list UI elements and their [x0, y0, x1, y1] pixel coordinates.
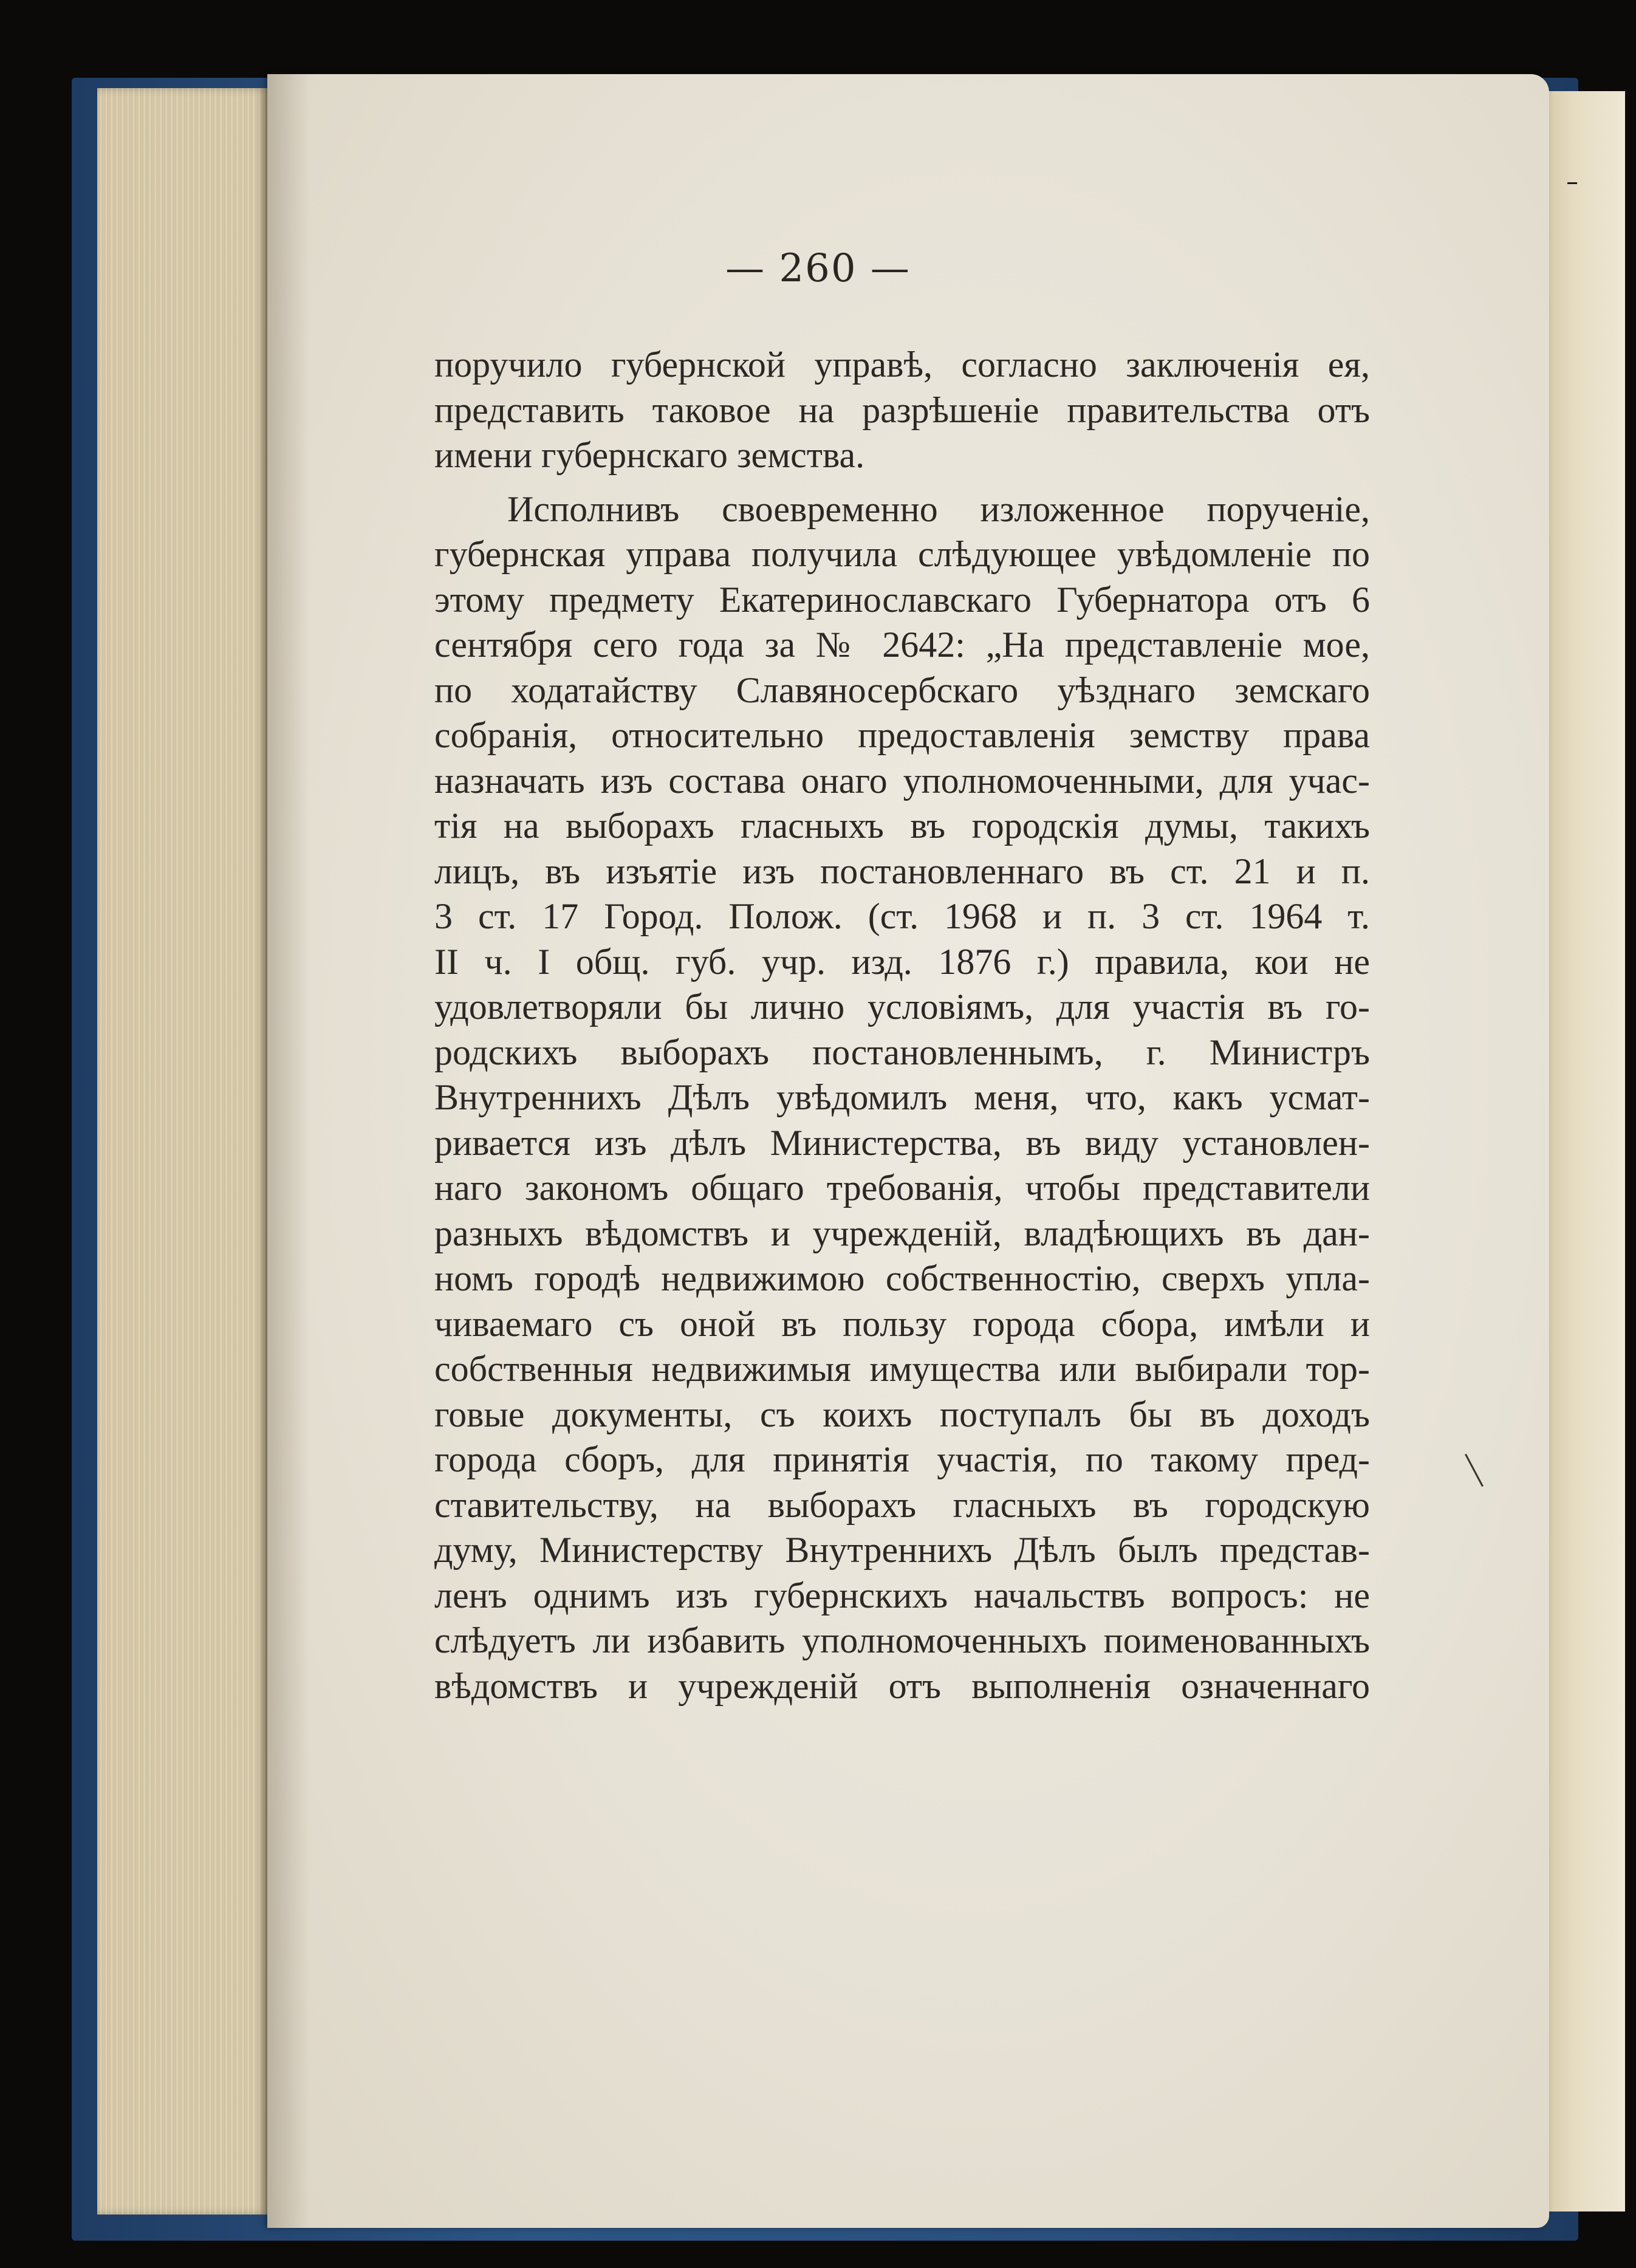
text-line: тія на выборахъ гласныхъ въ городскія думы, такихъ	[434, 806, 1370, 846]
text-line: удовлетворяли бы лично условіямъ, для участія въ го-	[434, 987, 1370, 1027]
text-line: Исполнивъ своевременно изложенное порученіе,	[507, 488, 1370, 529]
text-line: 3 ст. 17 Город. Полож. (ст. 1968 и п. 3 ст. 1964 т.	[434, 896, 1370, 936]
page-number: — 260 —	[725, 246, 911, 291]
text-line: чиваемаго съ оной въ пользу города сбора, имѣли и	[434, 1303, 1370, 1344]
text-line: этому предмету Екатеринославскаго Губернатора отъ 6	[434, 579, 1370, 620]
left-page-edges	[97, 88, 273, 2215]
page-text	[434, 342, 1370, 1708]
text-line: собранія, относительно предоставленія земству права	[434, 715, 1370, 755]
text-line: родскихъ выборахъ постановленнымъ, г. Министръ	[434, 1032, 1370, 1072]
spine-shade	[267, 74, 310, 2228]
text-line: сентября сего года за № 2642: „На представленіе мое,	[434, 625, 1370, 665]
text-line: Внутреннихъ Дѣлъ увѣдомилъ меня, что, какъ усмат-	[434, 1077, 1370, 1117]
text-line: вѣдомствъ и учрежденій отъ выполненія означеннаго	[434, 1665, 1370, 1706]
text-line: ривается изъ дѣлъ Министерства, въ виду установлен-	[434, 1122, 1370, 1163]
text-line: ленъ однимъ изъ губернскихъ начальствъ вопросъ: не	[434, 1575, 1370, 1615]
text-line: поручило губернской управѣ, согласно заключенія ея,	[434, 344, 1370, 385]
edge-mark-right	[1567, 182, 1577, 184]
text-line: имени губернскаго земства.	[434, 435, 865, 475]
text-line: ставительству, на выборахъ гласныхъ въ городскую	[434, 1484, 1370, 1525]
text-line: слѣдуетъ ли избавить уполномоченныхъ поименованныхъ	[434, 1620, 1370, 1660]
text-line: собственныя недвижимыя имущества или выбирали тор-	[434, 1349, 1370, 1389]
right-page-edges	[1540, 91, 1625, 2211]
text-line: губернская управа получила слѣдующее увѣдомленіе по	[434, 534, 1370, 574]
text-line: представить таковое на разрѣшеніе правительства отъ	[434, 389, 1370, 430]
text-line: номъ городѣ недвижимою собственностію, сверхъ упла-	[434, 1258, 1370, 1298]
text-line: II ч. I общ. губ. учр. изд. 1876 г.) правила, кои не	[434, 941, 1370, 982]
text-line: назначать изъ состава онаго уполномоченными, для учас-	[434, 760, 1370, 801]
text-line: разныхъ вѣдомствъ и учрежденій, владѣющихъ въ дан-	[434, 1213, 1370, 1253]
text-line: по ходатайству Славяносербскаго уѣзднаго земскаго	[434, 670, 1370, 710]
text-line: города сборъ, для принятія участія, по такому пред-	[434, 1439, 1370, 1479]
text-line: наго закономъ общаго требованія, чтобы представители	[434, 1168, 1370, 1208]
text-line: лицъ, въ изъятіе изъ постановленнаго въ ст. 21 и п.	[434, 851, 1370, 891]
text-line: думу, Министерству Внутреннихъ Дѣлъ былъ представ-	[434, 1530, 1370, 1570]
text-line: говые документы, съ коихъ поступалъ бы въ доходъ	[434, 1394, 1370, 1434]
